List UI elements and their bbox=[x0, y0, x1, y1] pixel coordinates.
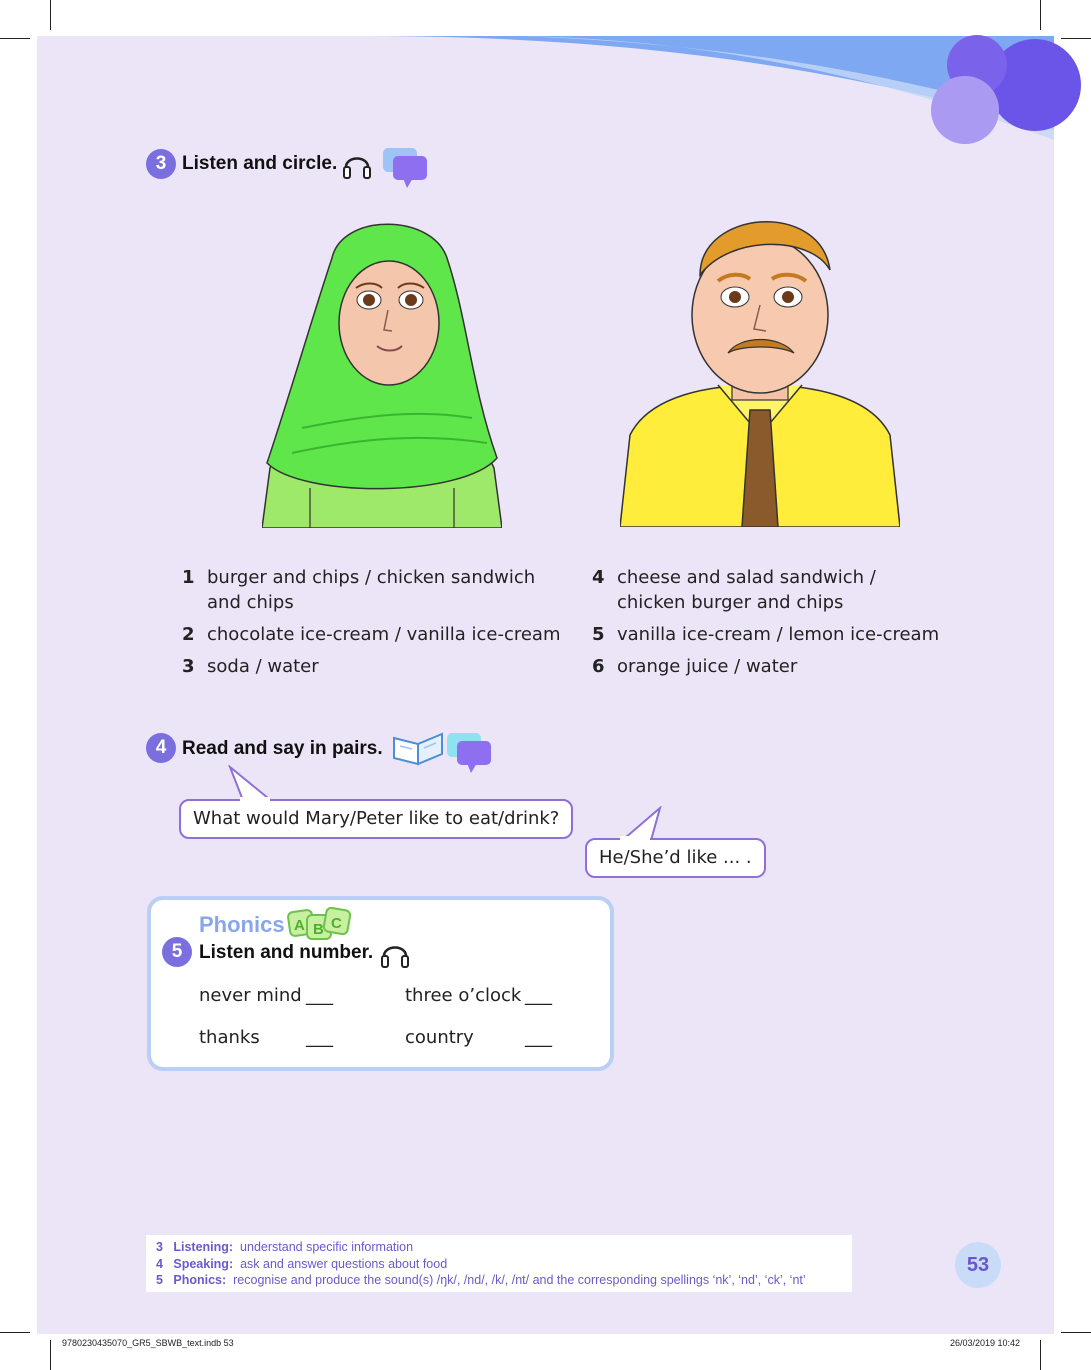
item-text-continued: chicken burger and chips bbox=[617, 592, 844, 613]
speech-bubble-icon bbox=[383, 148, 429, 190]
objective-number: 3 bbox=[156, 1240, 163, 1254]
book-icon bbox=[392, 730, 444, 766]
item-number: 3 bbox=[182, 656, 195, 677]
list-item bbox=[592, 622, 972, 647]
crop-mark bbox=[1040, 1340, 1041, 1370]
objective-number: 4 bbox=[156, 1257, 163, 1271]
answer-speech-bubble: He/She’d like ... . bbox=[585, 838, 766, 878]
headphones-icon bbox=[341, 147, 373, 181]
exercise-4-heading: Read and say in pairs. bbox=[182, 738, 383, 759]
question-speech-bubble: What would Mary/Peter like to eat/drink? bbox=[179, 799, 573, 839]
list-item bbox=[592, 565, 972, 615]
answer-blank[interactable]: ___ bbox=[525, 1027, 552, 1048]
exercise-number-badge: 3 bbox=[146, 149, 176, 179]
objective-label: Speaking: bbox=[173, 1257, 234, 1271]
item-text-continued: and chips bbox=[207, 592, 294, 613]
headphones-icon bbox=[379, 936, 411, 970]
bubble-seam bbox=[620, 836, 650, 841]
list-item bbox=[182, 565, 562, 615]
objective-label: Listening: bbox=[173, 1240, 234, 1254]
exercise-number-badge: 5 bbox=[162, 937, 192, 967]
item-text: burger and chips / chicken sandwich bbox=[207, 567, 536, 588]
item-text: vanilla ice-cream / lemon ice-cream bbox=[617, 624, 940, 645]
crop-mark bbox=[1061, 1332, 1091, 1333]
print-slug-date: 26/03/2019 10:42 bbox=[950, 1338, 1021, 1348]
item-text: chocolate ice-cream / vanilla ice-cream bbox=[207, 624, 561, 645]
crop-mark bbox=[50, 1340, 51, 1370]
answer-blank[interactable]: ___ bbox=[306, 1027, 333, 1048]
exercise-number-badge: 4 bbox=[146, 733, 176, 763]
answer-blank[interactable]: ___ bbox=[306, 985, 333, 1006]
phonics-word: three o’clock bbox=[405, 985, 522, 1006]
abc-letter: B bbox=[313, 921, 324, 938]
objective-text: ask and answer questions about food bbox=[240, 1257, 448, 1271]
objective-label: Phonics: bbox=[173, 1273, 227, 1287]
print-slug-file: 9780230435070_GR5_SBWB_text.indb 53 bbox=[62, 1338, 234, 1348]
phonics-word: never mind bbox=[199, 985, 302, 1006]
crop-mark bbox=[0, 1332, 30, 1333]
item-text: cheese and salad sandwich / bbox=[617, 567, 876, 588]
page bbox=[37, 36, 1054, 1334]
item-number: 6 bbox=[592, 656, 605, 677]
bubble-seam bbox=[240, 797, 270, 802]
item-text: orange juice / water bbox=[617, 656, 798, 677]
man-illustration bbox=[620, 205, 900, 527]
objective-text: understand specific information bbox=[240, 1240, 414, 1254]
objective-line bbox=[156, 1273, 806, 1287]
header-swoosh bbox=[0, 0, 1091, 150]
exercise-5-heading: Listen and number. bbox=[199, 942, 374, 963]
list-item bbox=[182, 654, 562, 679]
list-item bbox=[592, 654, 972, 679]
objective-line bbox=[156, 1257, 447, 1271]
speech-bubble-icon bbox=[447, 733, 493, 775]
abc-letter: C bbox=[331, 915, 342, 932]
item-text: soda / water bbox=[207, 656, 319, 677]
exercise-3-heading: Listen and circle. bbox=[182, 153, 338, 174]
abc-blocks-icon bbox=[287, 907, 353, 941]
answer-blank[interactable]: ___ bbox=[525, 985, 552, 1006]
abc-letter: A bbox=[294, 917, 305, 934]
item-number: 1 bbox=[182, 567, 195, 588]
objective-number: 5 bbox=[156, 1273, 163, 1287]
phonics-title: Phonics bbox=[199, 912, 285, 937]
page-number: 53 bbox=[955, 1242, 1001, 1288]
phonics-word: thanks bbox=[199, 1027, 260, 1048]
objective-line bbox=[156, 1240, 413, 1254]
objective-text: recognise and produce the sound(s) /ŋk/, /nd/, /k/, /nt/ and the corresponding spellings ‘nk’, ‘nd’, ‘ck’, ‘nt’ bbox=[233, 1273, 806, 1287]
item-number: 4 bbox=[592, 567, 605, 588]
item-number: 2 bbox=[182, 624, 195, 645]
item-number: 5 bbox=[592, 624, 605, 645]
list-item bbox=[182, 622, 562, 647]
girl-illustration bbox=[262, 218, 502, 528]
objectives-footer bbox=[146, 1235, 852, 1292]
phonics-word: country bbox=[405, 1027, 474, 1048]
